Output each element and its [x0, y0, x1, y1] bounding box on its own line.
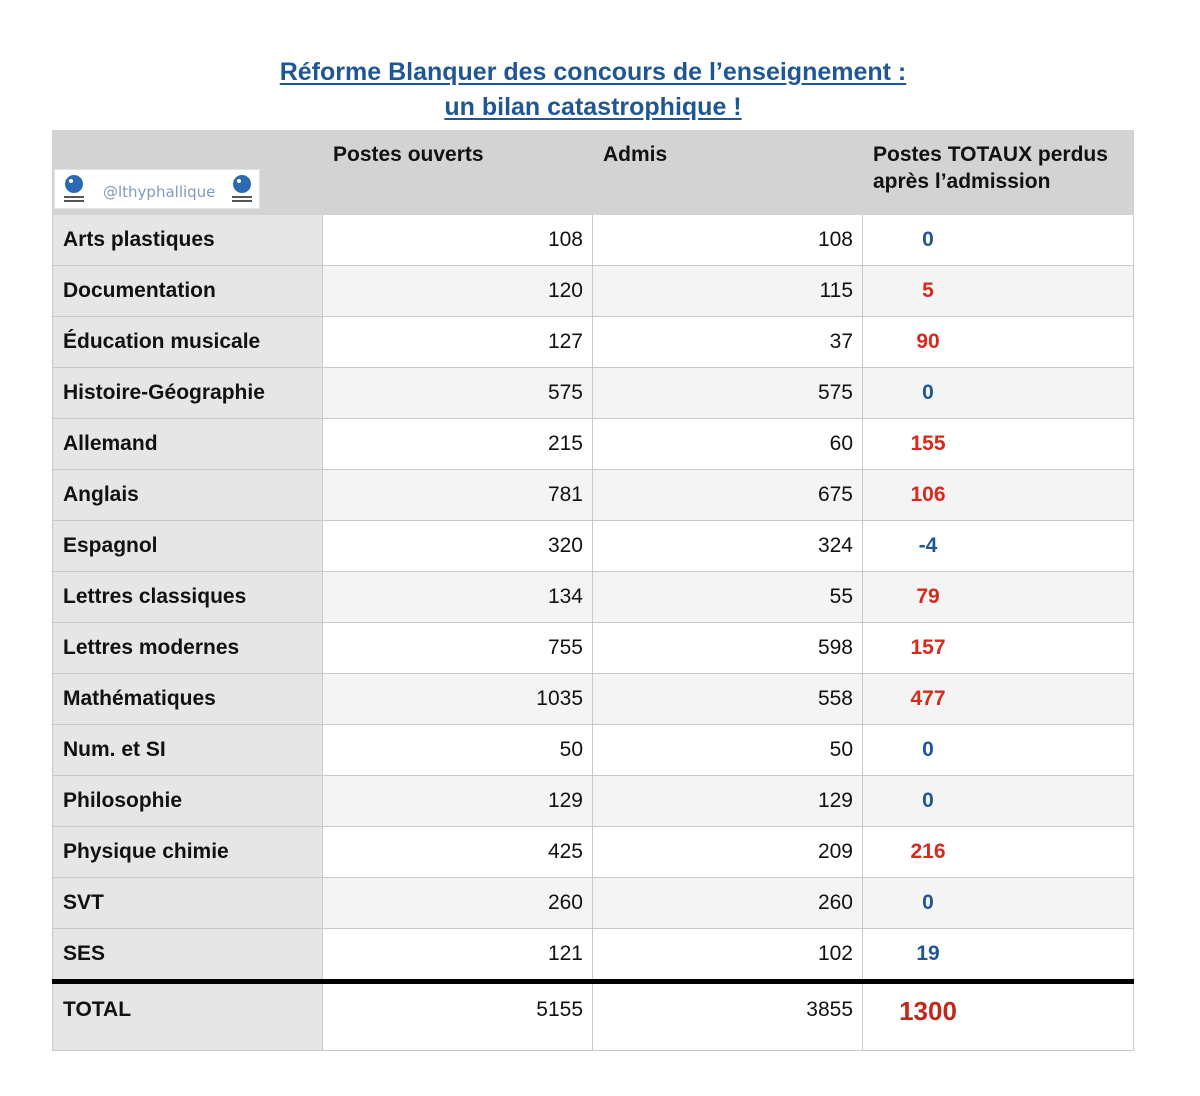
watermark-handle: @lthyphallique — [103, 183, 216, 201]
subject-cell: Lettres modernes — [53, 623, 323, 674]
table-row — [53, 725, 1134, 776]
header-row — [53, 131, 1134, 215]
table-row — [53, 266, 1134, 317]
admis-cell: 129 — [593, 776, 863, 827]
table-row — [53, 521, 1134, 572]
subject-cell: Philosophie — [53, 776, 323, 827]
postes-perdus-cell: 155 — [863, 419, 1134, 470]
table-row — [53, 623, 1134, 674]
admis-cell: 37 — [593, 317, 863, 368]
postes-perdus-cell: 0 — [863, 878, 1134, 929]
admis-cell: 598 — [593, 623, 863, 674]
postes-ouverts-cell: 755 — [323, 623, 593, 674]
subject-cell: Allemand — [53, 419, 323, 470]
table-row — [53, 878, 1134, 929]
subject-cell: Num. et SI — [53, 725, 323, 776]
table-row — [53, 470, 1134, 521]
postes-perdus-cell: 19 — [863, 929, 1134, 982]
subject-cell: Documentation — [53, 266, 323, 317]
admis-cell: 108 — [593, 215, 863, 266]
subject-cell: SVT — [53, 878, 323, 929]
postes-perdus-cell: 90 — [863, 317, 1134, 368]
header-postes-perdus-line-1: Postes TOTAUX perdus — [873, 143, 1108, 166]
admis-cell: 60 — [593, 419, 863, 470]
postes-perdus-cell: 157 — [863, 623, 1134, 674]
twitter-bird-icon — [229, 172, 255, 204]
postes-perdus-cell: 79 — [863, 572, 1134, 623]
table-row — [53, 419, 1134, 470]
table-row — [53, 572, 1134, 623]
header-postes-ouverts: Postes ouverts — [323, 131, 593, 215]
total-postes-ouverts: 5155 — [323, 982, 593, 1051]
table-row — [53, 215, 1134, 266]
table-row — [53, 929, 1134, 982]
postes-ouverts-cell: 50 — [323, 725, 593, 776]
postes-ouverts-cell: 425 — [323, 827, 593, 878]
twitter-bird-icon — [61, 172, 87, 204]
postes-perdus-cell: 5 — [863, 266, 1134, 317]
total-admis: 3855 — [593, 982, 863, 1051]
postes-perdus-cell: 0 — [863, 776, 1134, 827]
admis-cell: 575 — [593, 368, 863, 419]
postes-ouverts-cell: 320 — [323, 521, 593, 572]
admis-cell: 324 — [593, 521, 863, 572]
subject-cell: SES — [53, 929, 323, 982]
watermark-badge — [54, 169, 260, 209]
postes-ouverts-cell: 134 — [323, 572, 593, 623]
postes-ouverts-cell: 575 — [323, 368, 593, 419]
admis-cell: 55 — [593, 572, 863, 623]
postes-perdus-cell: 106 — [863, 470, 1134, 521]
postes-ouverts-cell: 1035 — [323, 674, 593, 725]
postes-perdus-cell: -4 — [863, 521, 1134, 572]
postes-ouverts-cell: 215 — [323, 419, 593, 470]
title-line-2: un bilan catastrophique ! — [444, 93, 742, 121]
admis-cell: 50 — [593, 725, 863, 776]
header-admis: Admis — [593, 131, 863, 215]
total-postes-perdus: 1300 — [863, 982, 1134, 1051]
admis-cell: 209 — [593, 827, 863, 878]
postes-perdus-cell: 0 — [863, 725, 1134, 776]
postes-ouverts-cell: 781 — [323, 470, 593, 521]
table-row — [53, 317, 1134, 368]
table-row — [53, 368, 1134, 419]
postes-ouverts-cell: 129 — [323, 776, 593, 827]
total-row — [53, 982, 1134, 1051]
postes-ouverts-cell: 120 — [323, 266, 593, 317]
postes-ouverts-cell: 260 — [323, 878, 593, 929]
admis-cell: 115 — [593, 266, 863, 317]
admis-cell: 558 — [593, 674, 863, 725]
subject-cell: Éducation musicale — [53, 317, 323, 368]
admis-cell: 260 — [593, 878, 863, 929]
subject-cell: Anglais — [53, 470, 323, 521]
postes-ouverts-cell: 108 — [323, 215, 593, 266]
subject-cell: Espagnol — [53, 521, 323, 572]
header-postes-perdus-line-2: après l’admission — [873, 170, 1051, 193]
postes-ouverts-cell: 121 — [323, 929, 593, 982]
header-postes-perdus — [863, 131, 1134, 215]
postes-perdus-cell: 0 — [863, 368, 1134, 419]
table-row — [53, 827, 1134, 878]
table-row — [53, 674, 1134, 725]
postes-ouverts-cell: 127 — [323, 317, 593, 368]
document-title — [0, 55, 1186, 125]
results-table — [52, 130, 1134, 1051]
total-label: TOTAL — [53, 982, 323, 1051]
subject-cell: Physique chimie — [53, 827, 323, 878]
subject-cell: Lettres classiques — [53, 572, 323, 623]
subject-cell: Mathématiques — [53, 674, 323, 725]
postes-perdus-cell: 216 — [863, 827, 1134, 878]
postes-perdus-cell: 0 — [863, 215, 1134, 266]
subject-cell: Histoire-Géographie — [53, 368, 323, 419]
postes-perdus-cell: 477 — [863, 674, 1134, 725]
table-row — [53, 776, 1134, 827]
admis-cell: 102 — [593, 929, 863, 982]
admis-cell: 675 — [593, 470, 863, 521]
title-line-1: Réforme Blanquer des concours de l’enseignement : — [279, 58, 907, 86]
header-subject — [53, 131, 323, 215]
subject-cell: Arts plastiques — [53, 215, 323, 266]
